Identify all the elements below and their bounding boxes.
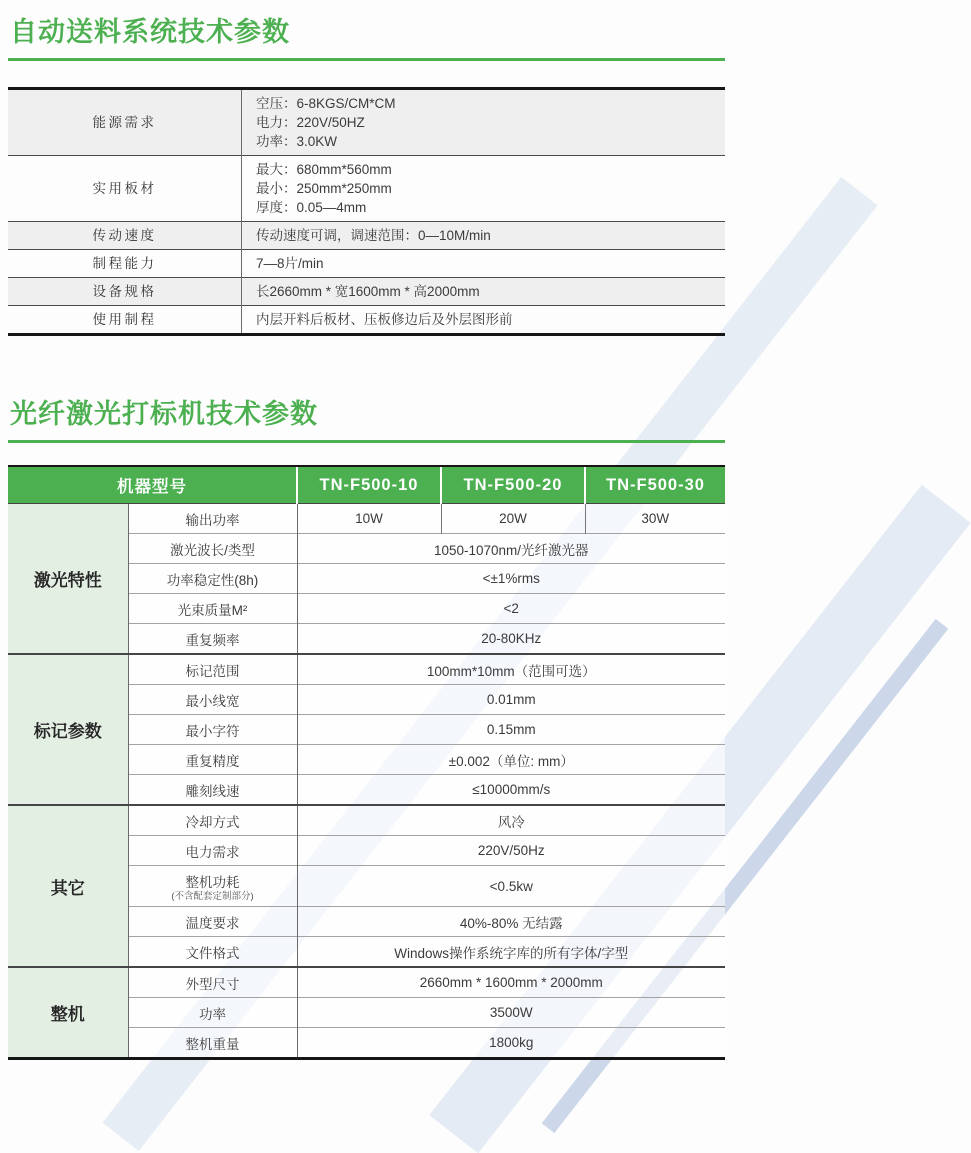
param-label: 外型尺寸 [128,967,297,998]
table-row [8,222,725,250]
param-value: <±1%rms [297,564,725,594]
param-value: Windows操作系统字库的所有字体/字型 [297,937,725,968]
param-label-note: (不含配套定制部分) [171,890,254,902]
value-line: 最小：250mm*250mm [256,181,392,196]
laser-marker-table [8,465,725,1060]
param-value: 30W [585,504,725,534]
param-value: ±0.002（单位: mm） [297,745,725,775]
param-value: 1050-1070nm/光纤激光器 [297,534,725,564]
value-line: 最大：680mm*560mm [256,162,392,177]
param-label: 激光波长/类型 [128,534,297,564]
param-value: <0.5kw [297,866,725,907]
row-label: 传动速度 [8,222,242,250]
row-value: 传动速度可调，调速范围：0—10M/min [242,222,726,250]
row-value: 内层开料后板材、压板修边后及外层图形前 [242,306,726,334]
param-label: 重复精度 [128,745,297,775]
table-row [8,654,725,685]
table-row [8,250,725,278]
param-value: 40%-80% 无结露 [297,907,725,937]
param-label: 功率 [128,998,297,1028]
table-row [8,90,725,156]
row-label: 使用制程 [8,306,242,334]
param-value: ≤10000mm/s [297,775,725,806]
param-value: 1800kg [297,1028,725,1058]
param-label: 文件格式 [128,937,297,968]
table-row [8,504,725,534]
row-value: 长2660mm * 宽1600mm * 高2000mm [242,278,726,306]
param-value: 风冷 [297,805,725,836]
row-label: 制程能力 [8,250,242,278]
row-value [242,90,726,156]
row-value [242,156,726,222]
param-label: 雕刻线速 [128,775,297,806]
group-label: 整机 [8,967,128,1057]
table-row [8,156,725,222]
value-line: 厚度：0.05—4mm [256,200,367,215]
param-label: 光束质量M² [128,594,297,624]
param-label: 最小线宽 [128,685,297,715]
param-value: 0.01mm [297,685,725,715]
value-line: 电力：220V/50HZ [256,115,365,130]
table-row [8,967,725,998]
param-value: 20-80KHz [297,624,725,655]
table-row [8,278,725,306]
param-label: 电力需求 [128,836,297,866]
value-line: 功率：3.0KW [256,134,338,149]
row-label: 能源需求 [8,90,242,156]
section2-title: 光纤激光打标机技术参数 [8,382,725,443]
param-label: 温度要求 [128,907,297,937]
param-label [128,866,297,907]
param-value: 0.15mm [297,715,725,745]
param-value: <2 [297,594,725,624]
section1-title: 自动送料系统技术参数 [8,0,725,61]
model-column-header: TN-F500-20 [441,467,585,504]
model-column-header: TN-F500-30 [585,467,725,504]
param-label: 重复频率 [128,624,297,655]
row-value: 7—8片/min [242,250,726,278]
param-label: 输出功率 [128,504,297,534]
model-column-header: TN-F500-10 [297,467,441,504]
param-value: 10W [297,504,441,534]
param-label: 最小字符 [128,715,297,745]
row-label: 实用板材 [8,156,242,222]
table-row [8,805,725,836]
param-label-text: 整机功耗 [185,874,240,890]
param-label: 冷却方式 [128,805,297,836]
param-value: 100mm*10mm（范围可选） [297,654,725,685]
param-value: 20W [441,504,585,534]
value-line: 空压：6-8KGS/CM*CM [256,96,396,111]
param-label: 功率稳定性(8h) [128,564,297,594]
param-value: 220V/50Hz [297,836,725,866]
param-label: 标记范围 [128,654,297,685]
feeding-system-table [8,87,725,336]
group-label: 标记参数 [8,654,128,805]
table-row [8,306,725,334]
param-label: 整机重量 [128,1028,297,1058]
param-value: 2660mm * 1600mm * 2000mm [297,967,725,998]
param-value: 3500W [297,998,725,1028]
group-label: 其它 [8,805,128,967]
table-header-row [8,467,725,504]
group-label: 激光特性 [8,504,128,655]
model-header-label: 机器型号 [8,467,297,504]
row-label: 设备规格 [8,278,242,306]
